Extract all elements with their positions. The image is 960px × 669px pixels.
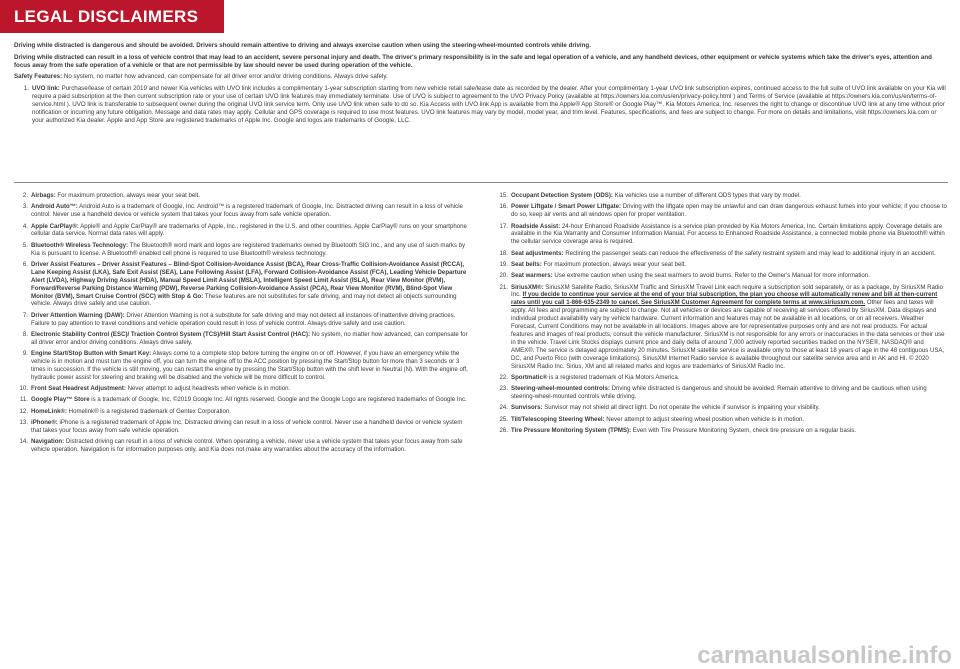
footnote-body: Use extreme caution when using the seat warmers to avoid burns. Refer to the Owner's Manual for more information. [552,272,870,280]
footnote-text [511,261,948,269]
footnote-label: Seat warmers: [511,272,553,280]
footnote-label: Roadside Assist: [511,222,561,230]
section-divider [14,182,948,183]
footnote-text [31,312,474,328]
footnote-label: Bluetooth® Wireless Technology: [31,241,129,249]
footnote-label: Google Play™ Store [31,396,90,404]
footnote-item [14,312,474,328]
footnote-number: 2. [22,192,28,199]
footnote-body: Never attempt to adjust headrests when vehicle is in motion. [125,385,291,393]
footnote-body: For maximum protection, always wear your seat belt. [541,260,687,268]
footnote-item [494,223,948,247]
footnote-text [511,284,948,371]
footnote-number: 6. [22,260,28,268]
footnote-text [31,350,474,382]
footnote-label: Electronic Stability Control (ESC)/ Traction Control System (TCS)/Hill Start Assist Control (HAC): [31,330,311,338]
footnote-label: HomeLink®: [31,407,67,415]
footnote-label: Sportmatic® [511,373,548,381]
footnote-body: These features are not substitutes for safe driving, and may not detect all objects surrounding vehicle. Always drive safely and use caution. [31,292,457,308]
footnote-body: Android Auto is a trademark of Google, Inc. Android™ is a registered trademark of Google, Inc. Distracted driving can result in a loss of vehicle control. Never use a handheld device or vehicle system that takes your focus away from safe vehicle operation. [31,203,463,219]
footnote-body: Reclining the passenger seats can reduce the effectiveness of the safety restraint system and may lead to additional injury in an accident. [563,249,936,257]
footnote-label: Apple CarPlay®: [31,222,79,230]
footnote-item [14,331,474,347]
footnote-label: Driver Attention Warning (DAW): [31,311,125,319]
footnote-body: Never attempt to adjust steering wheel position when vehicle is in motion. [604,415,805,423]
footnote-number: 25. [499,415,508,423]
footnote-number: 13. [19,419,28,427]
footnote-body: Always come to a complete stop before turning the engine on or off. However, if you have an emergency while the vehicle is in motion and must turn the engine off, you can turn the engine off to the ACC position by pressing the Start/Stop button for more than 3 seconds or 3 times in succession. If the vehicle is still moving, you can restart the engine by pressing the Start/Stop button with the shift lever in Neutral (N). With the engine off, hydraulic power assist for steering and braking will be disabled and the vehicle will be more difficult to control. [31,350,468,381]
footnote-body: iPhone is a registered trademark of Apple Inc. Distracted driving can result in a loss of vehicle control. Never use a handheld device or vehicle system that takes your focus away from safe vehicle operation. [31,419,463,434]
footnote-item [494,427,948,435]
footnote-number: 5. [22,241,28,249]
footnote-item [494,272,948,280]
footnote-body: Even with Tire Pressure Monitoring System, check tire pressure on a regular basis. [631,426,856,434]
footnote-number: 15. [499,192,508,199]
footnote-item [494,250,948,258]
footnote-number: 26. [499,426,508,434]
footnote-item [14,223,474,239]
footnote-body: 24-hour Enhanced Roadside Assistance is a service plan provided by Kia Motors America, Inc. Certain limitations apply. Coverage details are available in the Kia Warranty and Consumer Information Manual. For access to Enhanced Roadside Assistance, a connected mobile phone via Bluetooth® within the cellular service coverage area is required. [511,222,945,246]
footnote-number: 18. [499,249,508,257]
footnote-label: Seat belts: [511,260,542,268]
footnote-number: 1. [23,84,29,92]
footnote-number: 4. [22,222,28,230]
footnote-item [494,284,948,371]
right-column [494,192,948,438]
footnote-body: Homelink® is a registered trademark of Gentex Corporation. [66,407,231,415]
footnote-text [31,396,474,404]
safety-features-note [14,73,948,81]
footnote-item [14,192,474,200]
footnote-item [14,408,474,416]
footnote-body: is a trademark of Google, Inc. ©2019 Google Inc. All rights reserved. Google and the Google Logo are registered trademarks of Google Inc. [89,396,467,404]
footnote-item [14,261,474,308]
footnote-label: Engine Start/Stop Button with Smart Key: [31,350,152,358]
footnote-text [31,408,474,416]
footnote-body: For maximum protection, always wear your seat belt. [55,192,200,199]
footnote-body: Kia vehicles use a number of different ODS types that vary by model. [612,192,801,199]
footnote-text [31,261,474,308]
footnote-item [14,385,474,393]
footnote-text [31,419,474,435]
footnote-number: 3. [22,203,28,211]
footnote-number: 17. [499,222,508,230]
footnote-number: 12. [19,407,28,415]
footnote-number: 7. [22,311,28,319]
footnote-text [511,416,948,424]
footnote-item [14,350,474,382]
footnote-text [511,203,948,219]
footnote-body: Driving while distracted is dangerous and should be avoided. Remain attentive to driving and be cautious when using steering-wheel-mounted controls while driving. [511,385,927,401]
footnote-number: 20. [499,272,508,280]
footnote-item [14,396,474,404]
footnote-label: Power Liftgate / Smart Power Liftgate: [511,203,622,211]
footnote-item [494,404,948,412]
subscription-terms-link[interactable]: If you decide to continue your service at the end of your trial subscription, the plan you choose will automatically renew and bill at then-current rates until you call 1-866-635-2349 to cancel. See SiriusXM Customer Agreement for complete terms at www.siriusxm.com. [511,291,938,307]
footnote-label: Steering-wheel-mounted controls: [511,385,610,393]
footnote-number: 23. [499,385,508,393]
footnote-number: 10. [19,385,28,393]
footnote-text [511,374,948,382]
footnote-item [494,416,948,424]
footnote-item [494,374,948,382]
footnote-body: The Bluetooth® word mark and logos are registered trademarks owned by Bluetooth SIG Inc., and any use of such marks by Kia is pursuant to license. A Bluetooth® enabled cell phone is required to use Bluetooth® wireless technology. [31,241,466,257]
footnote-number: 8. [22,330,28,338]
footnote-number: 19. [499,260,508,268]
footnote-text [31,331,474,347]
footnote-number: 16. [499,203,508,211]
footnote-text [31,242,474,258]
footnote-text [31,385,474,393]
watermark: carmanualsonline.info [0,643,960,669]
footnote-label: Front Seat Headrest Adjustment: [31,385,126,393]
driver-responsibility: Driving while distracted can result in a loss of vehicle control that may lead to an accident, severe personal injury and death. The driver's primary responsibility is in the safe and legal operation of a vehicle, and any handheld devices, other equipment or vehicle systems which take the driver's eyes, attention and focus away from the safe operation of a vehicle or that are not permissible by law should never be used during operation of the vehicle. [14,53,932,69]
intro-section [14,42,948,125]
footnote-label: Android Auto™: [31,203,78,211]
footnote-body-continued: Other fees and taxes will apply. All fees and programming are subject to change. Not all vehicles or devices are capable of receiving all services offered by SiriusXM. Data displays and individual product availability vary by vehicle hardware. Current information and features may not be available in all locations, or on all receivers. Weather Forecast, Current Conditions may not be available in all locations. Images above are for representative purposes only and are not real products. For actual features and images of real products, consult the vehicle manufacturer. SiriusXM is not responsible for any errors or inaccuracies in the data services or their use in the vehicle. Travel Link Stocks displays current price and daily delta of around 7,000 actively reported securities traded on the NYSE®, NASDAQ® and AMEX®. The service is delayed approximately 20 minutes. SiriusXM satellite service is available only to those at least 18 years of age in the 48 contiguous USA, DC, and Puerto Rico (with coverage limitations). SiriusXM Internet Radio service is available throughout our satellite service area and in AK and HI. © 2020 SiriusXM Radio Inc. Sirius, XM and all related marks and logos are trademarks of SiriusXM Radio Inc. [511,299,945,370]
footnote-text [31,438,474,454]
footnote-label: Navigation: [31,438,65,446]
footnote-item [14,438,474,454]
footnote-number: 9. [22,350,28,358]
footnote-item [14,242,474,258]
footnote-item [494,203,948,219]
footnote-item [494,192,948,200]
footnote-label: Tilt/Telescoping Steering Wheel: [511,415,605,423]
footnote-label: SiriusXM®: [511,283,544,291]
footnote-label: Sunvisors: [511,404,543,412]
footnote-label: UVO link: [32,84,60,92]
footnote-item [494,261,948,269]
left-column [14,192,474,457]
footnote-body: No system, no matter how advanced, can compensate for all driver error and/or driving conditions. Always drive safely. [31,330,468,346]
footnote-item [494,385,948,401]
footnote-body: Sunvisor may not shield all direct light. Do not operate the vehicle if sunvisor is impairing your visibility. [542,404,820,412]
footnote-item [14,85,948,125]
footnote-label: Tire Pressure Monitoring System (TPMS): [511,426,632,434]
footnote-text [511,250,948,258]
footnote-text [32,85,948,125]
footnote-number: 24. [499,404,508,412]
footnote-body: Driving with the liftgate open may be unlawful and can draw dangerous exhaust fumes into your vehicle; if you choose to do so, keep air vents and all windows open for proper ventilation. [511,203,947,219]
safety-features-text: No system, no matter how advanced, can compensate for all driver error and/or driving conditions. Always drive safely. [62,73,388,81]
footnote-number: 22. [499,373,508,381]
footnote-body: Purchase/lease of certain 2019 and newer Kia vehicles with UVO link includes a complimentary 1-year subscription starting from new vehicle retail sale/lease date as recorded by the dealer. After your complimentary 1-year UVO link subscription expires, continued access to the full suite of UVO link available on your Kia will require a paid subscription at the then current subscription rate or your use of certain UVO link features may immediately terminate. Use of UVO is subject to agreement to the UVO Privacy Policy (available at https://owners.kia.com/us/en/privacy-policy.html ) and Terms of Service (available at https://owners.kia.com/us/en/terms-of-service.html ). UVO link is transferable to subsequent owner during the original UVO link service term. Only use UVO link when safe to do so. Kia Access with UVO link App is available from the Apple® App Store® or Google Play™. Kia Motors America, Inc. reserves the right to change or discontinue UVO link at any time without prior notification or incurring any future obligation. Message and data rates may apply. Cellular and GPS coverage is required to use most features. UVO link features may vary by model, model year, and trim level. Features, specifications, and fees are subject to change. For more on details and limitations, visit https://owners.kia.com or your authorized Kia dealer. Apple and App Store are registered trademarks of Apple Inc. Google and logos are trademarks of Google, LLC. [32,84,946,125]
footnote-text [511,272,948,280]
safety-features-label: Safety Features: [14,73,63,81]
page-title: LEGAL DISCLAIMERS [0,0,224,33]
footnote-body: Distracted driving can result in a loss of vehicle control. When operating a vehicle, never use a vehicle system that takes your focus away from safe vehicle operation. Navigation is for information purposes only, and Kia does not make any warranties about the accuracy of the information. [31,438,463,454]
footnote-body: Driver Attention Warning is not a substitute for safe driving and may not detect all instances of inattentive driving practices. Failure to pay attention to travel conditions and vehicle operation could result in loss of vehicle control. Always drive safely and use caution. [31,311,456,327]
footnote-label: Airbags: [31,192,56,199]
footnote-label: iPhone®: [31,419,58,427]
footnote-item [14,419,474,435]
footnote-number: 14. [19,438,28,446]
footnote-text [31,203,474,219]
footnote-label: Occupant Detection System (ODS): [511,192,613,199]
footnote-text [31,223,474,239]
distraction-warning: Driving while distracted is dangerous and should be avoided. Drivers should remain attentive to driving and always exercise caution when using the steering-wheel-mounted controls while driving. [14,42,591,49]
footnote-text [511,223,948,247]
footnote-item [14,203,474,219]
footnote-text [511,385,948,401]
footnote-body: Apple® and Apple CarPlay® are trademarks of Apple, Inc., registered in the U.S. and other countries. Apple CarPlay® runs on your smartphone cellular data service. Normal data rates will apply. [31,222,467,238]
footnote-body: is a registered trademark of Kia Motors America. [547,373,680,381]
footnote-text [511,192,948,200]
footnote-number: 21. [499,283,508,291]
footnote-text [31,192,474,200]
footnote-body: SiriusXM Satellite Radio, SiriusXM Traffic and SiriusXM Travel Link each require a subscription sold separately, or as a package, by SiriusXM Radio Inc. [511,283,944,299]
footnote-label: Driver Assist Features – Driver Assist Features – Blind-Spot Collision-Avoidance Assist (BCA), Rear Cross-Traffic Collision-Avoidance Assist (RCCA), Lane Keeping Assist (LKA), Safe Exit Assist (SEA), Lane Following Assist (LFA), Forward Collision-Avoidance Assist (FCA), Leading Vehicle Departure Alert (LVDA), Highway Driving Assist (HDA), Manual Speed Limit Assist (MSLA), Intelligent Speed Limit Assist (ISLA), Rear View Monitor (RVM), Forward/Reverse Parking Distance Warning (PDW), Reverse Parking Collision-Avoidance Assist (PCA), Rear View Monitor (RVM), Blind-Spot View Monitor (BVM), Smart Cruise Control (SCC) with Stop & Go: [31,260,467,300]
footnote-label: Seat adjustments: [511,249,564,257]
footnote-text [511,427,948,435]
footnote-text [511,404,948,412]
footnote-number: 11. [19,396,28,404]
